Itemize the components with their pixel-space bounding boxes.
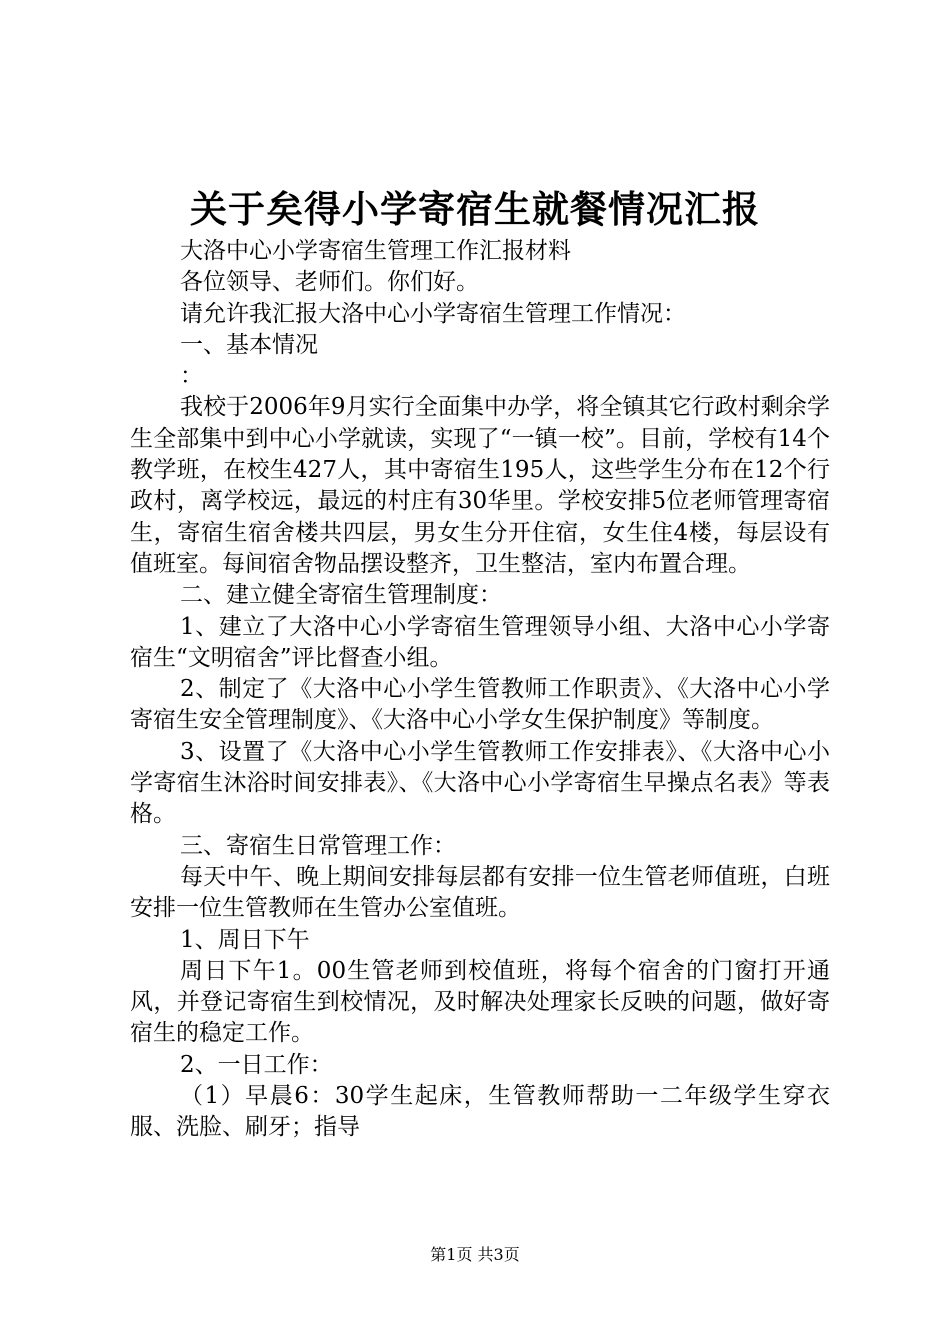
paragraph: 1、周日下午 [180,926,310,953]
paragraph: 每天中午、晚上期间安排每层都有安排一位生管老师值班，白班安排一位生管教师在生管办公室值班。 [130,863,830,922]
paragraph: 各位领导、老师们。你们好。 [180,269,479,296]
section-heading: 二、建立健全寄宿生管理制度： [180,582,502,609]
paragraph: 我校于2006年9月实行全面集中办学，将全镇其它行政村剩余学生全部集中到中心小学就读，实现了“一镇一校”。目前，学校有14个教学班，在校生427人，其中寄宿生195人，这些学生分布在12个行政村，离学校远，最远的村庄有30华里。学校安排5位老师管理寄宿生，寄宿生宿舍楼共四层，男女生分开住宿，女生住4楼，每层设有值班室。每间宿舍物品摆设整齐，卫生整洁，室内布置合理。 [130,394,830,577]
paragraph: 大洛中心小学寄宿生管理工作汇报材料 [180,238,571,264]
document-body [130,236,830,1144]
paragraph: （1）早晨6：30学生起床，生管教师帮助一二年级学生穿衣服、洗脸、刷牙；指导 [130,1083,830,1141]
paragraph: 周日下午1。00生管老师到校值班，将每个宿舍的门窗打开通风，并登记寄宿生到校情况，及时解决处理家长反映的问题，做好寄宿生的稳定工作。 [130,957,830,1047]
section-heading: 三、寄宿生日常管理工作： [180,832,456,859]
paragraph: 3、设置了《大洛中心小学生管教师工作安排表》、《大洛中心小学寄宿生沐浴时间安排表》、《大洛中心小学寄宿生早操点名表》等表格。 [130,738,830,828]
paragraph: 请允许我汇报大洛中心小学寄宿生管理工作情况： [180,300,686,327]
section-heading: 一、基本情况 [180,331,318,358]
document-title: 关于矣得小学寄宿生就餐情况汇报 [190,187,760,231]
paragraph: 1、建立了大洛中心小学寄宿生管理领导小组、大洛中心小学寄宿生“文明宿舍”评比督查小组。 [130,613,830,671]
paragraph: ： [180,363,203,390]
paragraph: 2、一日工作： [180,1051,333,1078]
page-footer: 第1页 共3页 [430,1245,520,1264]
paragraph: 2、制定了《大洛中心小学生管教师工作职责》、《大洛中心小学寄宿生安全管理制度》、《大洛中心小学女生保护制度》等制度。 [130,676,830,734]
